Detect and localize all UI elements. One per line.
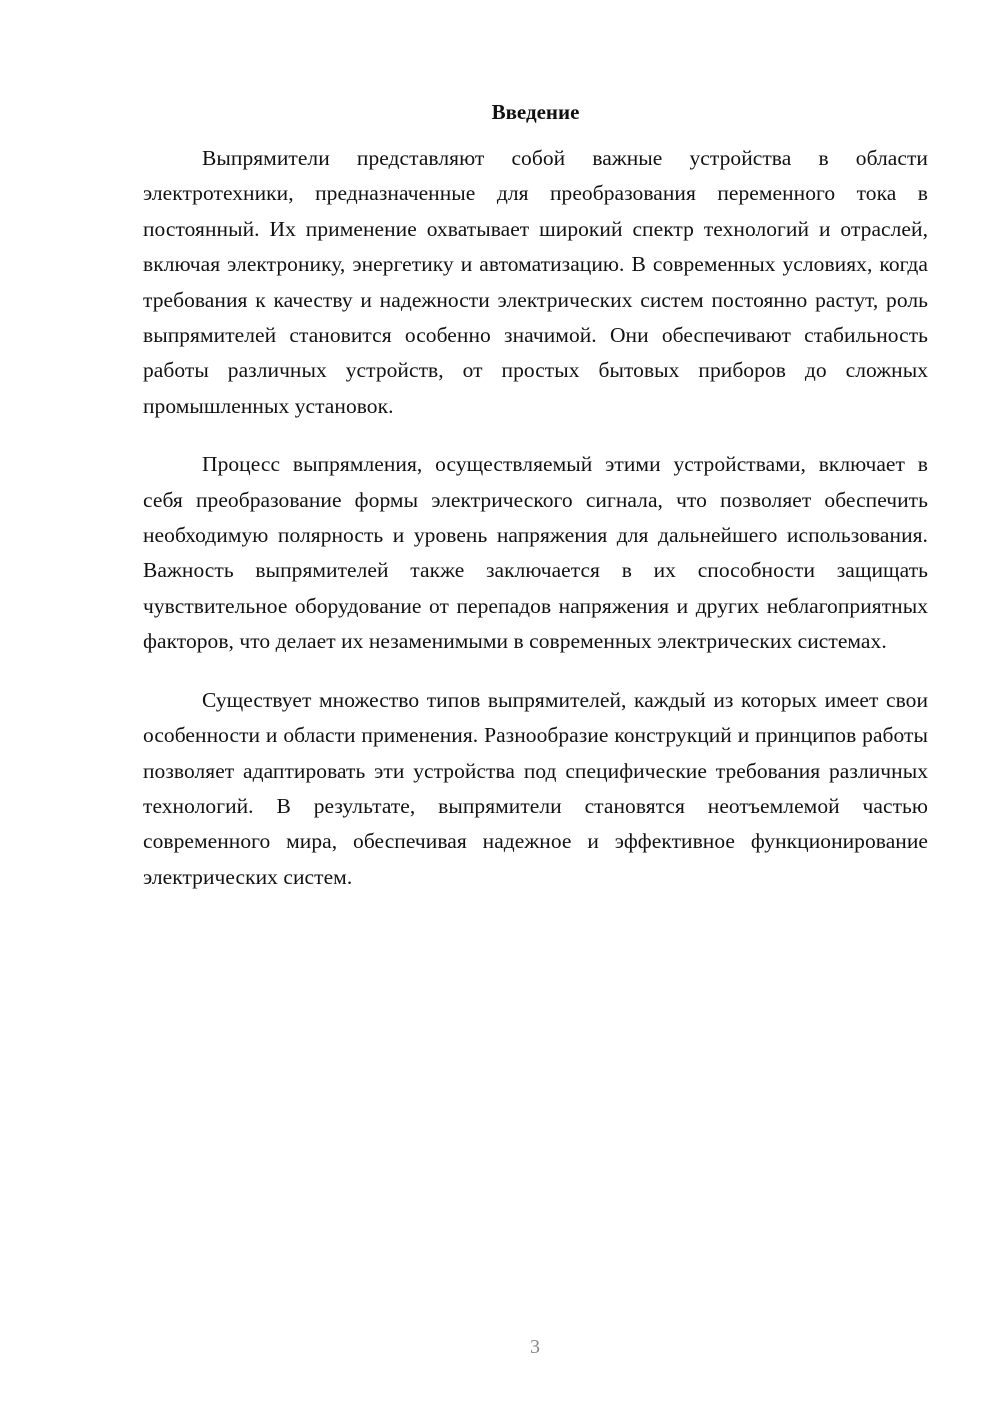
paragraph-2: Процесс выпрямления, осуществляемый этими устройствами, включает в себя преобразование формы электрического сигнала, что позволяет обеспечить необходимую полярность и уровень напряжения для дальнейшего использования. Важность выпрямителей также заключается в их способности защищать чувствительное оборудование от перепадов напряжения и других неблагоприятных факторов, что делает их незаменимыми в современных электрических системах. bbox=[143, 452, 928, 654]
paragraph-3: Существует множество типов выпрямителей, каждый из которых имеет свои особенности и области применения. Разнообразие конструкций и принципов работы позволяет адаптировать эти устройства под специфические требования различных технологий. В результате, выпрямители становятся неотъемлемой частью современного мира, обеспечивая надежное и эффективное функционирование электрических систем. bbox=[143, 687, 928, 889]
section-heading: Введение bbox=[491, 100, 580, 124]
page-number: 3 bbox=[530, 1336, 540, 1358]
page-content bbox=[143, 92, 928, 918]
paragraph-1: Выпрямители представляют собой важные устройства в области электротехники, предназначенные для преобразования переменного тока в постоянный. Их применение охватывает широкий спектр технологий и отраслей, включая электронику, энергетику и автоматизацию. В современных условиях, когда требования к качеству и надежности электрических систем постоянно растут, роль выпрямителей становится особенно значимой. Они обеспечивают стабильность работы различных устройств, от простых бытовых приборов до сложных промышленных установок. bbox=[143, 146, 928, 418]
